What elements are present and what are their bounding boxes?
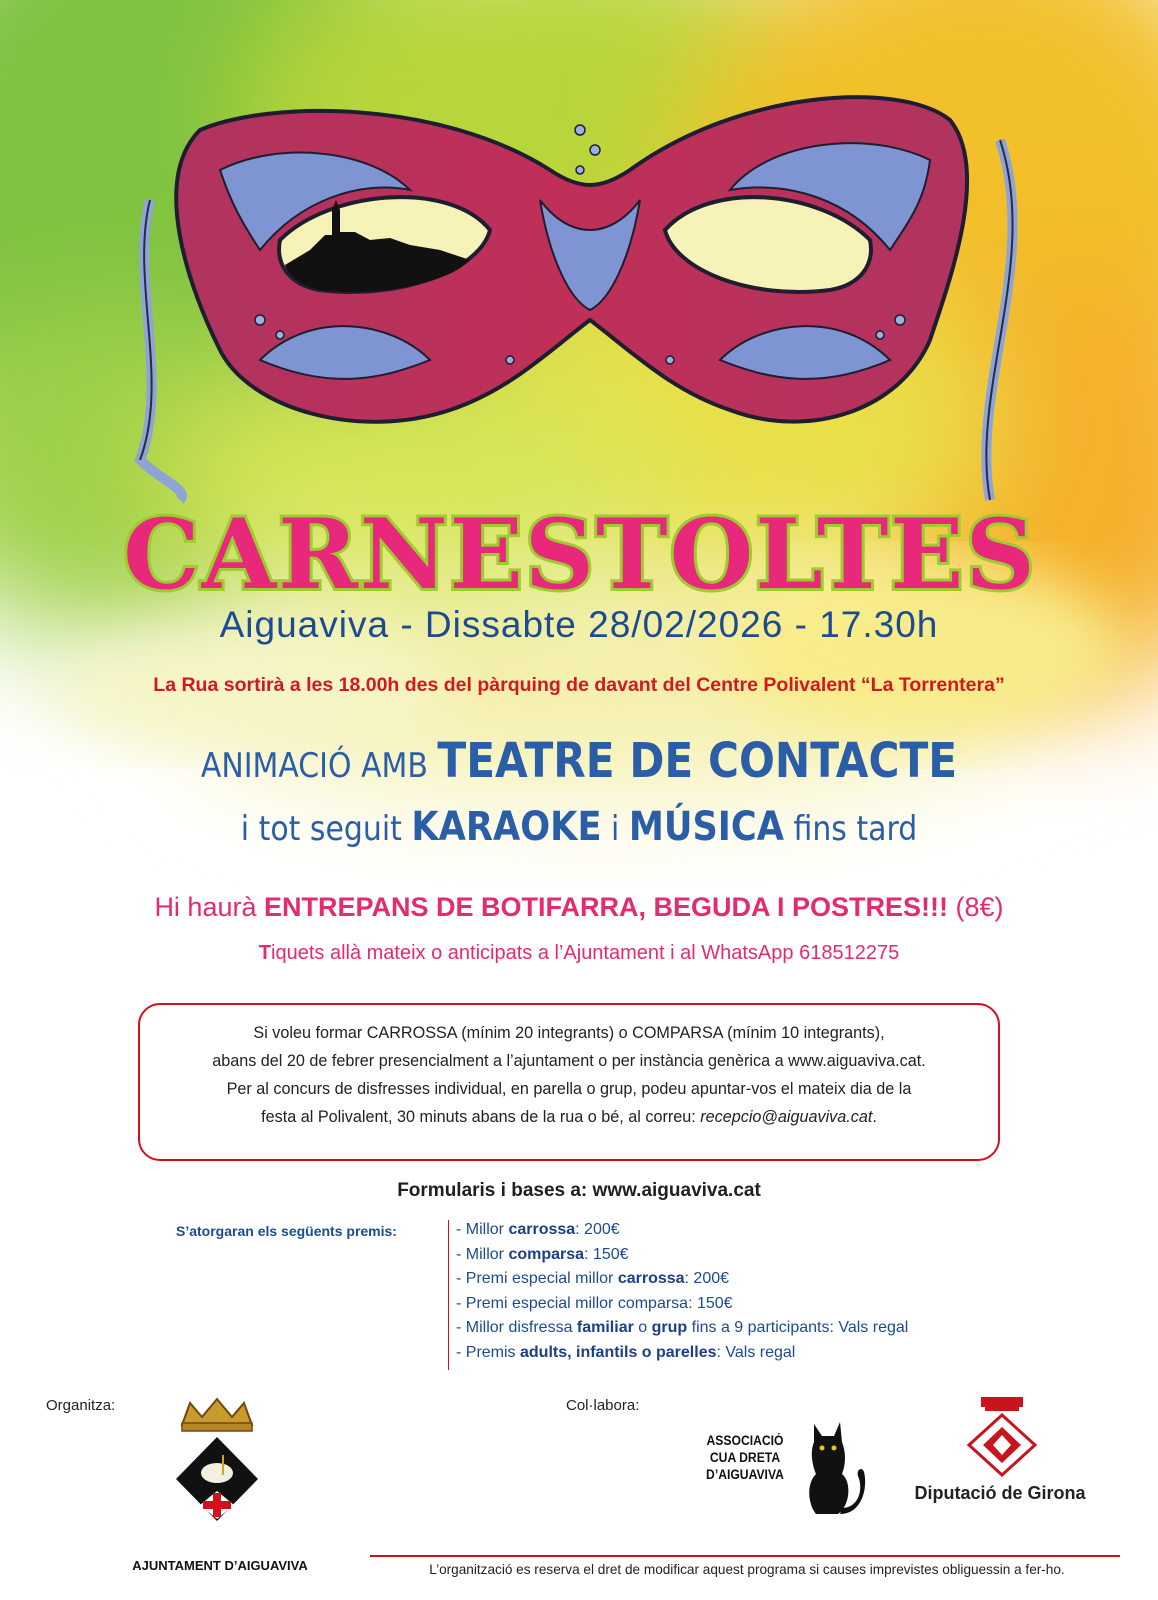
- collaborator-label: Col·labora:: [566, 1397, 640, 1414]
- assoc-line-3: D’AIGUAVIVA: [706, 1467, 784, 1482]
- carnival-mask-illustration: [110, 60, 1040, 540]
- prizes-label: S’atorgaran els següents premis:: [176, 1223, 397, 1239]
- animation-highlight: TEATRE DE CONTACTE: [437, 733, 958, 789]
- info-line-3: Per al concurs de disfresses individual, en parella o grup, podeu apuntar-vos el mateix dia de la: [226, 1080, 912, 1098]
- info-line-1: Si voleu formar CARROSSA (mínim 20 integrants) o COMPARSA (mínim 10 integrants),: [253, 1024, 885, 1042]
- registration-info-box: [138, 1003, 1000, 1161]
- ajuntament-name: AJUNTAMENT D’AIGUAVIVA: [132, 1558, 308, 1573]
- karaoke-text-3: fins tard: [783, 809, 918, 849]
- organizer-label: Organitza:: [46, 1397, 116, 1414]
- ajuntament-coat-of-arms-icon: [170, 1395, 265, 1540]
- tickets-initial: T: [258, 942, 272, 964]
- prizes-list: [456, 1218, 908, 1365]
- event-date-line: Aiguaviva - Dissabte 28/02/2026 - 17.30h: [219, 604, 939, 645]
- food-line: [0, 892, 1158, 923]
- animation-prefix: ANIMACIÓ AMB: [200, 746, 438, 786]
- food-prefix: Hi haurà: [154, 892, 264, 922]
- karaoke-bold-1: KARAOKE: [411, 804, 602, 850]
- carnestoltes-title: [80, 500, 1080, 610]
- assoc-line-2: CUA DRETA: [709, 1450, 781, 1465]
- tickets-text: iquets allà mateix o anticipats a l’Ajuntament i al WhatsApp 618512275: [271, 942, 900, 964]
- info-line-2: abans del 20 de febrer presencialment a l’ajuntament o per instància genèrica a www.aiguaviva.cat.: [212, 1052, 926, 1070]
- prizes-divider: [448, 1220, 449, 1370]
- black-cat-icon: [806, 1418, 868, 1518]
- assoc-line-1: ASSOCIACIÓ: [706, 1433, 784, 1448]
- karaoke-text-1: i tot seguit: [240, 809, 412, 849]
- disclaimer-divider: [370, 1555, 1120, 1557]
- diputacio-girona-logo-icon: [963, 1395, 1041, 1477]
- karaoke-text-2: i: [601, 809, 629, 849]
- prize-item: - Premi especial millor carrossa: 200€: [456, 1270, 730, 1287]
- prize-item: - Millor carrossa: 200€: [456, 1221, 620, 1238]
- food-price: (8€): [948, 892, 1004, 922]
- contact-email[interactable]: recepcio@aiguaviva.cat: [700, 1108, 873, 1126]
- association-logo-text: [687, 1432, 804, 1483]
- karaoke-line: [69, 804, 1088, 850]
- prize-item: - Premi especial millor comparsa: 150€: [456, 1294, 733, 1312]
- tickets-line: [0, 942, 1158, 965]
- parade-info-line: La Rua sortirà a les 18.00h des del pàrquing de davant del Centre Polivalent “La Torrentera”: [153, 674, 1005, 696]
- prize-item: - Millor disfressa familiar o grup fins a 9 participants: Vals regal: [456, 1319, 909, 1336]
- prize-item: - Premis adults, infantils o parelles: Vals regal: [456, 1343, 796, 1361]
- title-text: CARNESTOLTES: [123, 500, 1037, 610]
- food-highlight: ENTREPANS DE BOTIFARRA, BEGUDA I POSTRES!!!: [264, 892, 949, 922]
- info-line-4-end: .: [872, 1108, 877, 1126]
- info-line-4-text: festa al Polivalent, 30 minuts abans de la rua o bé, al correu:: [261, 1108, 701, 1126]
- diputacio-name: Diputació de Girona: [914, 1483, 1086, 1503]
- karaoke-bold-2: MÚSICA: [628, 804, 784, 850]
- prize-item: - Millor comparsa: 150€: [456, 1245, 629, 1263]
- info-line-4: [140, 1103, 998, 1131]
- forms-website-line: Formularis i bases a: www.aiguaviva.cat: [397, 1180, 761, 1201]
- disclaimer-text: L’organització es reserva el dret de modificar aquest programa si causes imprevistes obliguessin a fer-ho.: [429, 1562, 1065, 1577]
- animation-line: [69, 733, 1088, 789]
